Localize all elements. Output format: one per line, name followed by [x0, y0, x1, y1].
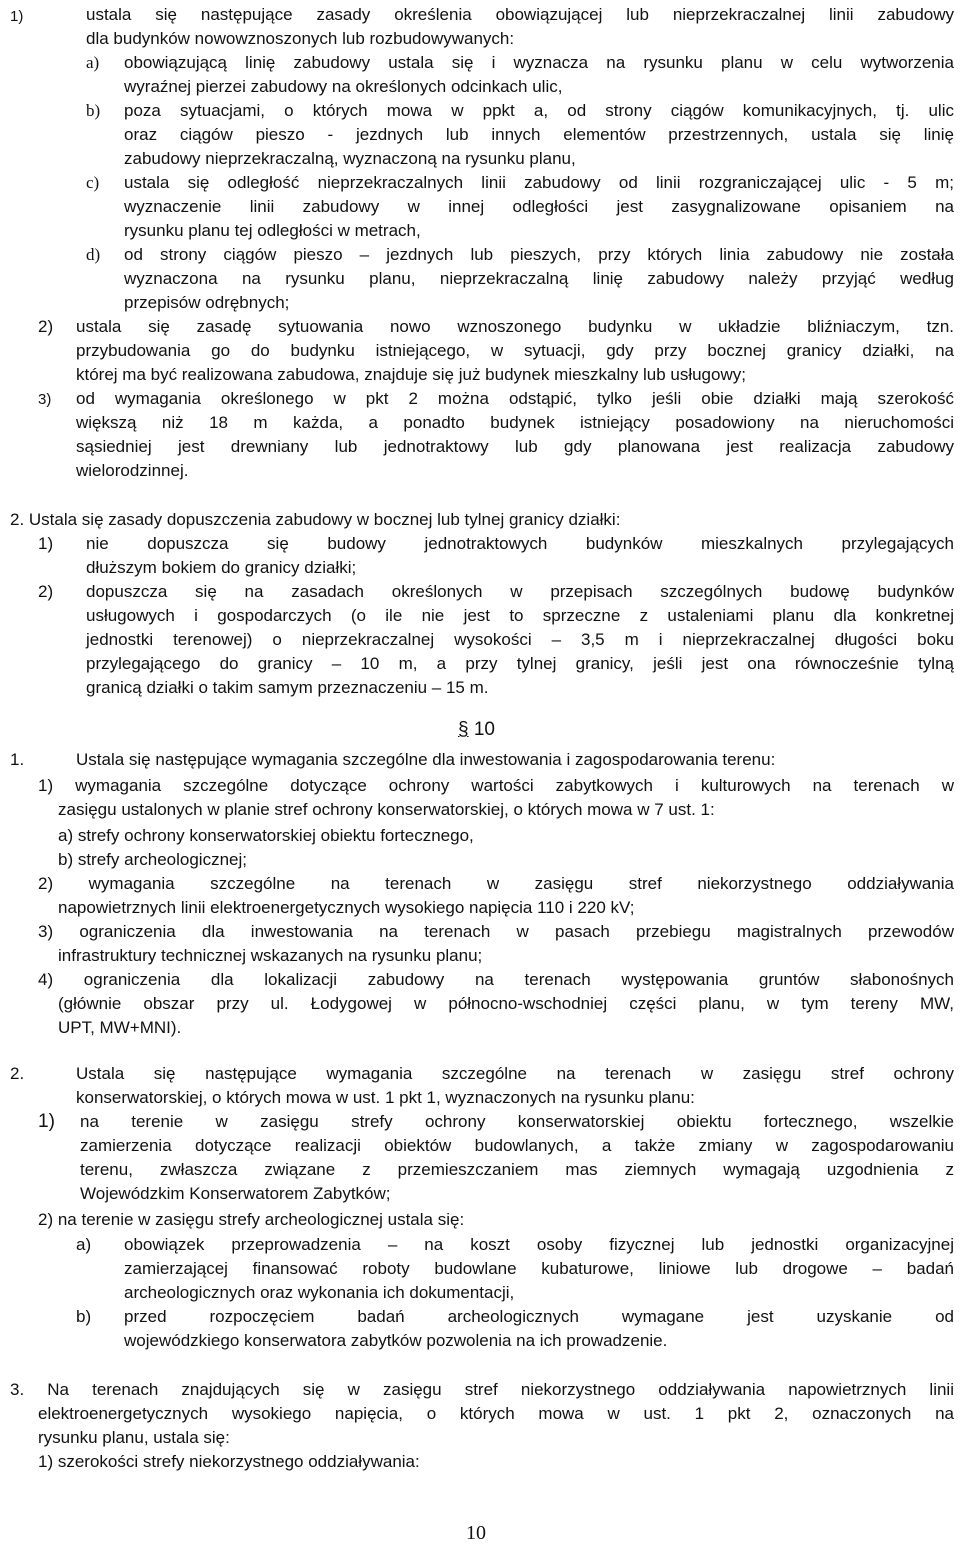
text-line: Ustala się następujące wymagania szczególne na terenach w zasięgu stref ochrony	[76, 1064, 954, 1083]
text-line: przylegającego do granicy – 10 m, a przy tylnej granicy, jeśli jest ona równocześnie tylną	[86, 654, 954, 673]
list-marker: b)	[76, 1307, 92, 1326]
text-line: oraz ciągów pieszo - jezdnych lub innych elementów przestrzennych, ustala się linię	[124, 125, 954, 144]
text-line: konserwatorskiej, o których mowa w ust. 1 pkt 1, wyznaczonych na rysunku planu:	[76, 1088, 695, 1107]
text-line: obowiązek przeprowadzenia – na koszt osoby fizycznej lub jednostki organizacyjnej	[124, 1235, 954, 1254]
text-line: dłuższym bokiem do granicy działki;	[86, 558, 357, 577]
text-line: przybudowania go do budynku istniejącego, w sytuacji, gdy przy bocznej granicy działki, na	[76, 341, 954, 360]
list-marker: a)	[76, 1235, 92, 1254]
text-line: 2) wymagania szczególne na terenach w zasięgu stref niekorzystnego oddziaływania	[38, 874, 954, 893]
section-heading: 2. Ustala się zasady dopuszczenia zabudowy w bocznej lub tylnej granicy działki:	[10, 510, 621, 529]
text-line: a) strefy ochrony konserwatorskiej obiektu fortecznego,	[58, 826, 474, 845]
text-line: usługowych i gospodarczych (o ile nie jest to sprzeczne z ustaleniami planu dla konkretnej	[86, 606, 954, 625]
text-line: jednostki terenowej) o nieprzekraczalnej wysokości – 3,5 m i nieprzekraczalnej długości boku	[86, 630, 954, 649]
list-marker: 1)	[10, 8, 24, 25]
text-line: ustala się następujące zasady określenia obowiązującej lub nieprzekraczalnej linii zabudowy	[86, 5, 954, 24]
list-marker: 1)	[38, 534, 54, 553]
section-sign: §	[458, 719, 469, 740]
text-line: archeologicznych oraz wykonania ich dokumentacji,	[124, 1283, 515, 1302]
list-marker: a)	[86, 53, 100, 72]
text-line: od wymagania określonego w pkt 2 można odstąpić, tylko jeśli obie działki mają szerokość	[76, 389, 954, 408]
text-line: (głównie obszar przy ul. Łodygowej w północno-wschodniej części planu, w tym tereny MW,	[58, 994, 954, 1013]
text-line: 3) ograniczenia dla inwestowania na terenach w pasach przebiegu magistralnych przewodów	[38, 922, 954, 941]
text-line: rysunku planu tej odległości w metrach,	[124, 221, 421, 240]
text-line: wojewódzkiego konserwatora zabytków pozwolenia na ich prowadzenie.	[124, 1331, 668, 1350]
text-line: wyraźnej pierzei zabudowy na określonych odcinkach ulic,	[124, 77, 563, 96]
text-line: rysunku planu, ustala się:	[38, 1428, 230, 1447]
text-line: zasięgu ustalonych w planie stref ochrony konserwatorskiej, o których mowa w 7 ust. 1:	[58, 800, 715, 819]
text-line: poza sytuacjami, o których mowa w ppkt a, od strony ciągów komunikacyjnych, tj. ulic	[124, 101, 954, 120]
text-line: elektroenergetycznych wysokiego napięcia, o których mowa w ust. 1 pkt 2, oznaczonych na	[38, 1404, 954, 1423]
text-line: obowiązującą linię zabudowy ustala się i wyznacza na rysunku planu w celu wytworzenia	[124, 53, 954, 72]
text-line: infrastruktury technicznej wskazanych na rysunku planu;	[58, 946, 483, 965]
text-line: Ustala się następujące wymagania szczególne dla inwestowania i zagospodarowania terenu:	[76, 750, 776, 769]
text-line: 4) ograniczenia dla lokalizacji zabudowy na terenach występowania gruntów słabonośnych	[38, 970, 954, 989]
text-line: Wojewódzkim Konserwatorem Zabytków;	[80, 1184, 391, 1203]
text-line: większą niż 18 m każda, a ponadto budynek istniejący posadowiony na nieruchomości	[76, 413, 954, 432]
list-marker: 2)	[38, 317, 54, 336]
text-line: b) strefy archeologicznej;	[58, 850, 247, 869]
text-line: 2) na terenie w zasięgu strefy archeologicznej ustala się:	[38, 1210, 465, 1229]
list-marker: c)	[86, 173, 100, 192]
text-line: UPT, MW+MNI).	[58, 1018, 182, 1037]
list-marker: d)	[86, 245, 101, 264]
text-line: zamierzającej finansować roboty budowlane kubaturowe, liniowe lub drogowe – badań	[124, 1259, 954, 1278]
section-number-value: 10	[473, 719, 495, 740]
text-line: której ma być realizowana zabudowa, znajduje się już budynek mieszkalny lub usługowy;	[76, 365, 746, 384]
list-marker: 2)	[38, 582, 54, 601]
text-line: ustala się zasadę sytuowania nowo wznoszonego budynku w układzie bliźniaczym, tzn.	[76, 317, 954, 336]
text-line: wyznaczenie linii zabudowy w innej odległości jest zasygnalizowane opisaniem na	[124, 197, 954, 216]
text-line: zamierzenia dotyczące realizacji obiektów budowlanych, a także zmiany w zagospodarowaniu	[80, 1136, 954, 1155]
paragraph-number: 1.	[10, 750, 25, 769]
text-line: ustala się odległość nieprzekraczalnych linii zabudowy od linii rozgraniczającej ulic - 5 m;	[124, 173, 954, 192]
paragraph-number: 2.	[10, 1064, 25, 1083]
text-line: dla budynków nowowznoszonych lub rozbudowywanych:	[86, 29, 515, 48]
text-line: 1) szerokości strefy niekorzystnego oddziaływania:	[38, 1452, 420, 1471]
text-line: zabudowy nieprzekraczalną, wyznaczoną na rysunku planu,	[124, 149, 576, 168]
text-line: od strony ciągów pieszo – jezdnych lub pieszych, przy których linia zabudowy nie została	[124, 245, 954, 264]
text-line: napowietrznych linii elektroenergetycznych wysokiego napięcia 110 i 220 kV;	[58, 898, 635, 917]
text-line: przed rozpoczęciem badań archeologicznych wymagane jest uzyskanie od	[124, 1307, 954, 1326]
list-marker: 1)	[38, 1111, 55, 1132]
text-line: terenu, zwłaszcza związane z przemieszczaniem mas ziemnych wymagają uzgodnienia z	[80, 1160, 954, 1179]
text-line: wyznaczona na rysunku planu, nieprzekraczalną linię zabudowy należy przyjąć według	[124, 269, 954, 288]
text-line: granicą działki o takim samym przeznaczeniu – 15 m.	[86, 678, 489, 697]
text-line: wielorodzinnej.	[76, 461, 189, 480]
text-line: 1) wymagania szczególne dotyczące ochrony wartości zabytkowych i kulturowych na terenach w	[38, 776, 954, 795]
text-line: dopuszcza się na zasadach określonych w przepisach szczególnych budowę budynków	[86, 582, 954, 601]
text-line: sąsiedniej jest drewniany lub jednotraktowy lub gdy planowana jest realizacja zabudowy	[76, 437, 954, 456]
list-marker: b)	[86, 101, 101, 120]
text-line: 3. Na terenach znajdujących się w zasięgu stref niekorzystnego oddziaływania napowietrznych linii	[10, 1380, 954, 1399]
section-number	[458, 719, 495, 741]
list-marker: 3)	[38, 391, 52, 408]
text-line: nie dopuszcza się budowy jednotraktowych budynków mieszkalnych przylegających	[86, 534, 954, 553]
text-line: na terenie w zasięgu strefy ochrony konserwatorskiej obiektu fortecznego, wszelkie	[80, 1112, 954, 1131]
text-line: przepisów odrębnych;	[124, 293, 290, 312]
page-number: 10	[466, 1522, 486, 1544]
